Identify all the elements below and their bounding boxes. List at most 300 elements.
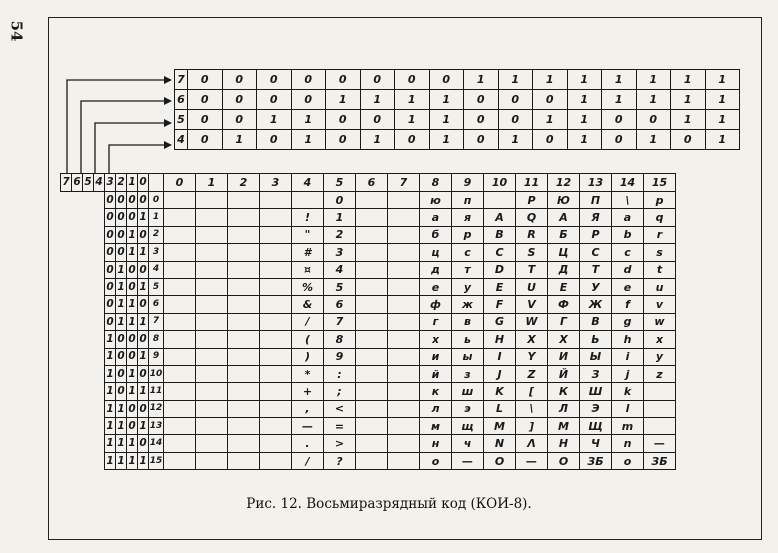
code-cell: 8 [324, 331, 356, 348]
bit-value: 1 [395, 110, 430, 130]
code-cell: n [612, 435, 644, 452]
code-cell [356, 435, 388, 452]
bit-value: 1 [429, 130, 464, 150]
code-cell: Э [580, 400, 612, 417]
code-cell: К [548, 383, 580, 400]
code-cell: с [452, 244, 484, 261]
column-number: 8 [420, 174, 452, 192]
code-cell [164, 383, 196, 400]
row-number: 4 [149, 261, 164, 278]
code-cell: h [612, 331, 644, 348]
code-cell [260, 226, 292, 243]
high-bits-table [174, 69, 740, 150]
code-cell [164, 400, 196, 417]
code-cell [228, 192, 260, 209]
code-cell: з [452, 365, 484, 382]
blank-lead-cell [61, 383, 105, 400]
code-cell [196, 331, 228, 348]
code-cell [260, 400, 292, 417]
code-cell: T [516, 261, 548, 278]
row-bit: 0 [105, 278, 116, 295]
row-bit: 1 [127, 313, 138, 330]
row-bit: 0 [138, 331, 149, 348]
code-cell: u [644, 278, 676, 295]
row-bit: 0 [138, 365, 149, 382]
code-cell: Ы [580, 348, 612, 365]
code-cell: / [292, 313, 324, 330]
code-cell [388, 261, 420, 278]
header-bit-label: 4 [94, 174, 105, 192]
code-cell: г [420, 313, 452, 330]
row-bit: 1 [127, 296, 138, 313]
code-cell: d [612, 261, 644, 278]
blank-lead-cell [61, 296, 105, 313]
row-bit: 0 [116, 209, 127, 226]
code-cell: g [612, 313, 644, 330]
code-cell [260, 452, 292, 469]
code-cell: y [644, 348, 676, 365]
bit-value: 0 [464, 90, 499, 110]
row-bit: 1 [138, 348, 149, 365]
bit-label: 5 [175, 110, 188, 130]
code-cell [388, 418, 420, 435]
code-cell: у [452, 278, 484, 295]
row-bit: 0 [116, 348, 127, 365]
header-row [61, 174, 676, 192]
code-cell [356, 383, 388, 400]
row-bit: 0 [138, 435, 149, 452]
arrow-bit-5 [95, 123, 166, 174]
code-cell: ч [452, 435, 484, 452]
code-cell [228, 348, 260, 365]
code-cell [228, 226, 260, 243]
code-cell [196, 244, 228, 261]
code-cell: V [516, 296, 548, 313]
code-cell: % [292, 278, 324, 295]
code-cell [196, 261, 228, 278]
code-cell [164, 209, 196, 226]
blank-lead-cell [61, 278, 105, 295]
code-cell: М [548, 418, 580, 435]
code-cell [260, 296, 292, 313]
blank-lead-cell [61, 192, 105, 209]
row-bit: 1 [127, 226, 138, 243]
blank-lead-cell [61, 331, 105, 348]
code-cell [228, 400, 260, 417]
row-bit: 1 [138, 278, 149, 295]
blank-lead-cell [61, 365, 105, 382]
code-cell [356, 261, 388, 278]
code-cell [164, 313, 196, 330]
bit-value: 1 [671, 90, 706, 110]
code-cell: ю [420, 192, 452, 209]
code-cell: x [644, 331, 676, 348]
row-number: 15 [149, 452, 164, 469]
code-cell: Ч [580, 435, 612, 452]
row-bit: 1 [127, 435, 138, 452]
code-cell [260, 348, 292, 365]
code-cell: л [420, 400, 452, 417]
code-cell: [ [516, 383, 548, 400]
bit-value: 1 [257, 110, 292, 130]
bit-label: 7 [175, 70, 188, 90]
bit-value: 0 [360, 70, 395, 90]
code-cell [196, 296, 228, 313]
row-bit: 1 [105, 435, 116, 452]
row-bit: 0 [105, 192, 116, 209]
row-bit: 1 [138, 313, 149, 330]
table-row [61, 365, 676, 382]
code-cell [388, 278, 420, 295]
code-cell: Ь [580, 331, 612, 348]
bit-value: 0 [257, 90, 292, 110]
code-cell: И [548, 348, 580, 365]
header-bit-label: 5 [83, 174, 94, 192]
bit-value: 0 [464, 110, 499, 130]
bit-value: 0 [291, 70, 326, 90]
code-cell [356, 348, 388, 365]
code-cell [228, 209, 260, 226]
code-cell [196, 400, 228, 417]
bit-value: 0 [188, 110, 223, 130]
code-cell: П [580, 192, 612, 209]
code-cell [164, 192, 196, 209]
row-bit: 1 [138, 383, 149, 400]
blank-lead-cell [61, 348, 105, 365]
code-cell [260, 435, 292, 452]
row-bit: 1 [105, 331, 116, 348]
code-cell: E [484, 278, 516, 295]
row-bit: 0 [127, 400, 138, 417]
code-cell: 1 [324, 209, 356, 226]
code-cell [196, 435, 228, 452]
code-cell: х [420, 331, 452, 348]
code-cell [196, 313, 228, 330]
code-cell: ЗБ [644, 452, 676, 469]
row-bit: 0 [105, 296, 116, 313]
bit-value: 1 [291, 110, 326, 130]
code-cell [164, 331, 196, 348]
code-cell [196, 209, 228, 226]
row-bit: 0 [127, 192, 138, 209]
code-cell: н [420, 435, 452, 452]
code-cell: в [452, 313, 484, 330]
row-bit: 1 [138, 452, 149, 469]
row-bit: 1 [116, 400, 127, 417]
column-number: 3 [260, 174, 292, 192]
row-bit: 1 [105, 452, 116, 469]
code-cell [196, 226, 228, 243]
code-cell: ф [420, 296, 452, 313]
row-bit: 1 [116, 313, 127, 330]
code-cell: 5 [324, 278, 356, 295]
code-cell: j [612, 365, 644, 382]
code-cell: M [484, 418, 516, 435]
row-number: 8 [149, 331, 164, 348]
code-cell: K [484, 383, 516, 400]
code-cell [356, 313, 388, 330]
code-cell: ; [324, 383, 356, 400]
code-cell: А [548, 209, 580, 226]
code-cell: z [644, 365, 676, 382]
code-cell: ¤ [292, 261, 324, 278]
bit-label: 6 [175, 90, 188, 110]
code-cell [228, 261, 260, 278]
code-cell: O [484, 452, 516, 469]
code-cell: F [484, 296, 516, 313]
code-cell [356, 209, 388, 226]
code-cell: е [612, 278, 644, 295]
code-cell: 7 [324, 313, 356, 330]
code-cell: . [292, 435, 324, 452]
code-cell: Z [516, 365, 548, 382]
code-cell [388, 383, 420, 400]
row-bit: 0 [105, 244, 116, 261]
code-cell: Ю [548, 192, 580, 209]
code-cell: s [644, 244, 676, 261]
row-number: 11 [149, 383, 164, 400]
bit-value: 0 [533, 130, 568, 150]
arrowhead-bit-6 [164, 97, 172, 105]
row-bit: 0 [138, 400, 149, 417]
code-cell: = [324, 418, 356, 435]
figure-caption: Рис. 12. Восьмиразрядный код (КОИ-8). [246, 496, 532, 512]
code-cell: m [612, 418, 644, 435]
row-bit: 1 [105, 365, 116, 382]
code-cell [388, 192, 420, 209]
code-cell [228, 383, 260, 400]
code-cell [484, 192, 516, 209]
bit-value: 1 [464, 70, 499, 90]
code-cell: Q [516, 209, 548, 226]
row-bit: 0 [105, 226, 116, 243]
row-bit: 0 [116, 383, 127, 400]
blank-lead-cell [61, 452, 105, 469]
code-cell [356, 296, 388, 313]
code-cell [356, 226, 388, 243]
code-cell [644, 400, 676, 417]
code-cell [164, 452, 196, 469]
code-cell [164, 365, 196, 382]
code-cell: ш [452, 383, 484, 400]
row-bit: 0 [138, 226, 149, 243]
header-bit-label: 0 [138, 174, 149, 192]
table-row [61, 209, 676, 226]
code-cell [356, 418, 388, 435]
code-cell [356, 244, 388, 261]
code-cell: R [516, 226, 548, 243]
code-cell: / [292, 452, 324, 469]
code-cell: \ [516, 400, 548, 417]
bit-value: 0 [188, 90, 223, 110]
row-bit: 0 [116, 192, 127, 209]
code-cell [356, 365, 388, 382]
code-cell: U [516, 278, 548, 295]
table-row [61, 296, 676, 313]
code-cell [260, 244, 292, 261]
row-bit: 1 [105, 418, 116, 435]
bit-value: 1 [291, 130, 326, 150]
code-cell [196, 418, 228, 435]
bit-value: 1 [567, 70, 602, 90]
code-cell: — [292, 418, 324, 435]
code-cell: v [644, 296, 676, 313]
column-number: 12 [548, 174, 580, 192]
code-cell: Г [548, 313, 580, 330]
code-cell: д [420, 261, 452, 278]
bit-value: 0 [188, 130, 223, 150]
code-cell [644, 418, 676, 435]
row-bit: 1 [116, 296, 127, 313]
code-cell: З [580, 365, 612, 382]
code-cell: Ш [580, 383, 612, 400]
table-row [61, 331, 676, 348]
code-cell: & [292, 296, 324, 313]
code-cell: и [420, 348, 452, 365]
bit-value: 1 [222, 130, 257, 150]
bit-value: 1 [602, 90, 637, 110]
code-cell [228, 278, 260, 295]
column-number: 0 [164, 174, 196, 192]
code-cell [388, 331, 420, 348]
code-cell: " [292, 226, 324, 243]
code-cell: р [452, 226, 484, 243]
code-cell: Б [548, 226, 580, 243]
table-row [61, 244, 676, 261]
code-cell: э [452, 400, 484, 417]
bit-value: 1 [705, 70, 740, 90]
row-bit: 1 [105, 400, 116, 417]
code-cell [228, 313, 260, 330]
code-cell [260, 209, 292, 226]
code-cell: + [292, 383, 324, 400]
bit-value: 0 [326, 130, 361, 150]
table-row [61, 400, 676, 417]
code-cell [196, 348, 228, 365]
bit-value: 0 [636, 110, 671, 130]
code-cell: А [484, 209, 516, 226]
bit-value: 1 [326, 90, 361, 110]
code-cell [164, 244, 196, 261]
row-number: 1 [149, 209, 164, 226]
code-cell [356, 331, 388, 348]
code-cell: Я [580, 209, 612, 226]
high-bit-row [175, 130, 740, 150]
code-cell: S [516, 244, 548, 261]
code-cell [260, 192, 292, 209]
code-cell [228, 452, 260, 469]
code-cell: b [612, 226, 644, 243]
row-bit: 0 [127, 331, 138, 348]
bit-value: 0 [533, 90, 568, 110]
table-row [61, 192, 676, 209]
row-number: 7 [149, 313, 164, 330]
code-cell: Ж [580, 296, 612, 313]
column-number: 14 [612, 174, 644, 192]
row-number: 6 [149, 296, 164, 313]
code-cell: Ф [548, 296, 580, 313]
code-cell [260, 313, 292, 330]
bit-value: 1 [395, 90, 430, 110]
bit-value: 0 [188, 70, 223, 90]
row-bit: 1 [127, 244, 138, 261]
code-cell: Х [548, 331, 580, 348]
table-row [61, 452, 676, 469]
bit-value: 0 [671, 130, 706, 150]
bit-value: 0 [602, 130, 637, 150]
header-bit-label: 2 [116, 174, 127, 192]
row-bit: 0 [127, 261, 138, 278]
code-cell: Λ [516, 435, 548, 452]
code-cell: ! [292, 209, 324, 226]
table-row [61, 435, 676, 452]
code-cell: — [452, 452, 484, 469]
code-cell [228, 331, 260, 348]
row-bit: 0 [138, 261, 149, 278]
row-number: 9 [149, 348, 164, 365]
blank-lead-cell [61, 418, 105, 435]
high-bit-row [175, 110, 740, 130]
code-cell: X [516, 331, 548, 348]
code-cell [164, 261, 196, 278]
header-corner [149, 174, 164, 192]
code-cell: р [644, 192, 676, 209]
code-cell: Щ [580, 418, 612, 435]
code-cell: r [644, 226, 676, 243]
bit-value: 1 [567, 110, 602, 130]
bit-value: 1 [498, 70, 533, 90]
header-bit-label: 1 [127, 174, 138, 192]
row-bit: 1 [116, 261, 127, 278]
code-cell [260, 418, 292, 435]
blank-lead-cell [61, 313, 105, 330]
column-number: 7 [388, 174, 420, 192]
code-cell: Л [548, 400, 580, 417]
code-cell [260, 331, 292, 348]
row-number: 13 [149, 418, 164, 435]
code-cell [228, 244, 260, 261]
code-cell [228, 435, 260, 452]
code-cell: < [324, 400, 356, 417]
code-cell: к [420, 383, 452, 400]
bit-value: 0 [326, 70, 361, 90]
code-cell: D [484, 261, 516, 278]
bit-value: 1 [360, 130, 395, 150]
bit-value: 1 [705, 130, 740, 150]
arrow-bit-7 [67, 80, 166, 174]
code-cell: Р [580, 226, 612, 243]
row-bit: 0 [127, 209, 138, 226]
code-cell: о [420, 452, 452, 469]
code-cell: , [292, 400, 324, 417]
row-bit: 1 [138, 418, 149, 435]
bit-value: 0 [326, 110, 361, 130]
code-cell [388, 296, 420, 313]
table-row [61, 348, 676, 365]
code-cell: ж [452, 296, 484, 313]
bit-value: 1 [636, 90, 671, 110]
row-bit: 1 [116, 435, 127, 452]
bit-value: 0 [395, 130, 430, 150]
code-cell [356, 192, 388, 209]
code-cell: ц [420, 244, 452, 261]
code-cell: J [484, 365, 516, 382]
code-cell [196, 383, 228, 400]
row-bit: 1 [116, 278, 127, 295]
code-cell [388, 209, 420, 226]
code-cell: Й [548, 365, 580, 382]
table-row [61, 383, 676, 400]
